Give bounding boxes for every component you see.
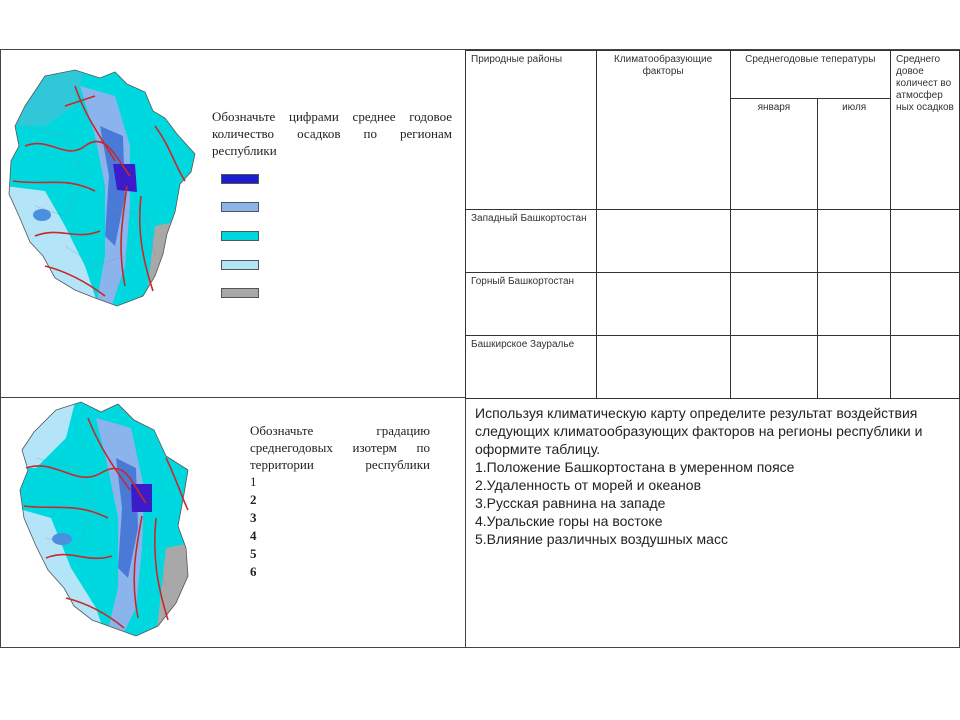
header-factors: Климатообразующие факторы [596, 51, 730, 210]
factor-item: 4.Уральские горы на востоке [475, 513, 663, 529]
isotherm-number: 5 [250, 546, 257, 561]
table-row [466, 336, 960, 399]
isotherm-map [16, 398, 216, 638]
analysis-intro: Используя климатическую карту определите результат воздействия следующих климатообразующих факторов на регионы республики и оформите таблицу. [475, 405, 923, 457]
analysis-task [475, 404, 955, 548]
legend-swatch-3 [221, 231, 259, 241]
table-cell[interactable] [818, 336, 891, 399]
isotherm-number: 3 [250, 510, 257, 525]
table-row [466, 273, 960, 336]
header-july: июля [818, 99, 891, 210]
table-cell[interactable] [596, 336, 730, 399]
isotherm-task [250, 422, 430, 581]
table-cell[interactable] [596, 273, 730, 336]
region-name: Западный Башкортостан [466, 210, 597, 273]
legend-swatch-2 [221, 202, 259, 212]
region-name: Горный Башкортостан [466, 273, 597, 336]
header-precipitation: Среднего довое количест во атмосфер ных осадков [891, 51, 960, 210]
precipitation-task-text: Обозначьте цифрами среднее годовое количество осадков по регионам республики [212, 109, 452, 158]
header-regions: Природные районы [466, 51, 597, 210]
legend-swatch-5 [221, 288, 259, 298]
isotherm-number: 1 [250, 474, 257, 489]
region-name: Башкирское Зауралье [466, 336, 597, 399]
table-cell[interactable] [730, 336, 818, 399]
factor-item: 5.Влияние различных воздушных масс [475, 531, 728, 547]
factor-item: 2.Удаленность от морей и океанов [475, 477, 702, 493]
isotherm-task-text: Обозначьте градацию среднегодовых изотерм по территории республики [250, 423, 430, 472]
header-temps: Среднегодовые тепературы [730, 51, 891, 99]
factor-item: 3.Русская равнина на западе [475, 495, 666, 511]
table-cell[interactable] [891, 336, 960, 399]
table-cell[interactable] [818, 273, 891, 336]
table-cell[interactable] [730, 210, 818, 273]
table-cell[interactable] [891, 210, 960, 273]
factor-item: 1.Положение Башкортостана в умеренном поясе [475, 459, 795, 475]
table-cell[interactable] [596, 210, 730, 273]
isotherm-number: 4 [250, 528, 257, 543]
legend-swatch-1 [221, 174, 259, 184]
precipitation-map [5, 66, 205, 311]
table-row [466, 210, 960, 273]
isotherm-number: 6 [250, 564, 257, 579]
isotherm-number: 2 [250, 492, 257, 507]
header-january: января [730, 99, 818, 210]
table-cell[interactable] [818, 210, 891, 273]
table-cell[interactable] [891, 273, 960, 336]
legend-swatch-4 [221, 260, 259, 270]
table-cell[interactable] [730, 273, 818, 336]
climate-table [465, 50, 960, 399]
